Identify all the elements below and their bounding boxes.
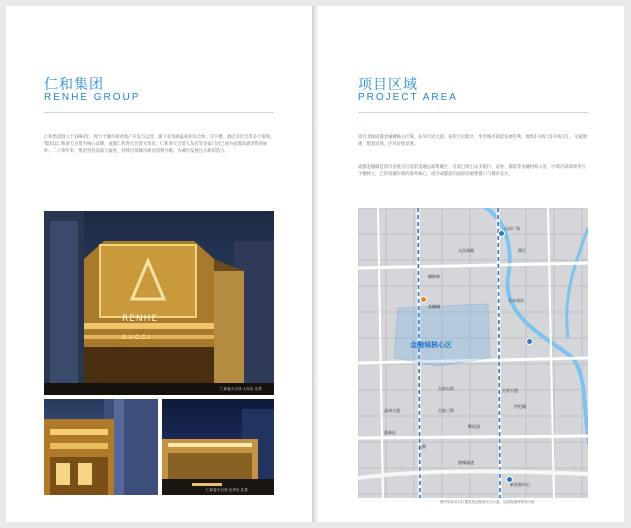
right-title-cn: 项目区域 <box>358 77 418 93</box>
map-label: 世纪城 <box>514 404 526 409</box>
main-photo-caption: 仁和春天百货·人东店 实景 <box>220 387 262 391</box>
left-page <box>6 6 314 522</box>
map-label: 桐梓林 <box>428 274 440 279</box>
right-paragraph-1: 项目北接成都金融城核心区域，东邻天府大道，南望天府新区，坐享城市南延发展红利，地铁1号线与5号线交汇，交通便捷，配套成熟，区位价值显著。 <box>358 135 587 148</box>
renhe-store-photo-left <box>44 399 158 495</box>
renhe-sign-text: RENHE <box>122 314 159 324</box>
map-footnote: 图中所标项目位置及周边配套仅为示意，以政府最终规划为准 <box>440 500 535 504</box>
map-label: 天府广场 <box>504 226 520 231</box>
right-title-rule <box>358 112 588 113</box>
map-label: 锦江 <box>518 248 526 253</box>
right-title-en: PROJECT AREA <box>358 92 458 103</box>
gucci-sign-text: GUCCI <box>122 335 152 341</box>
right-photo-caption: 仁和春天百货·光华店 实景 <box>206 488 248 492</box>
map-label: 新会展中心 <box>510 482 530 487</box>
map-label: 人民南路 <box>458 248 474 253</box>
map-label: 绕城高速 <box>458 460 474 465</box>
left-title-en: RENHE GROUP <box>44 92 141 103</box>
renhe-building-illustration <box>44 211 274 395</box>
store-right-illustration <box>162 399 274 495</box>
map-marker <box>526 338 533 345</box>
left-intro-paragraph: 仁和集团创立于1993年，致力于城市商业地产开发与运营，旗下业务涵盖商业综合体、写字楼、酒店及住宅等多个领域。集团以仁和春天百货为核心品牌，成都仁和春天百货光华店、仁和春天百货人东店等多家门店已成为成都高端零售的标杆。二十余年来，集团坚持品质与服务，持续引领城市商业消费升级，为城市发展注入新的活力。 <box>44 135 275 155</box>
map-label: 火车南站 <box>508 298 524 303</box>
store-left-illustration <box>44 399 158 495</box>
map-label: 益州大道 <box>384 408 400 413</box>
right-page <box>318 6 624 522</box>
map-label: 天府五街 <box>438 386 454 391</box>
project-area-map <box>358 208 588 498</box>
map-label: 天府大道 <box>502 388 518 393</box>
left-title-cn: 仁和集团 <box>44 77 104 93</box>
left-title-rule <box>44 112 274 113</box>
renhe-store-photo-right <box>162 399 274 495</box>
map-label: 高新区 <box>384 430 396 435</box>
map-label: 金融城 <box>428 304 440 309</box>
right-paragraph-2: 成都金融城是四川省重点打造的金融总部集聚区，目前已吸引众多银行、证券、保险等金融机构入驻，区域内高端商务写字楼林立，已形成城市新的商务核心，成为成都面向国际的重要窗口与城市名片。 <box>358 165 586 178</box>
map-label: 孵化园 <box>468 424 480 429</box>
renhe-building-photo <box>44 211 274 395</box>
map-project-marker <box>420 296 427 303</box>
map-label: 天府三街 <box>438 408 454 413</box>
map-label: 大源 <box>418 444 426 449</box>
map-core-zone-label: 金融城核心区 <box>410 341 452 349</box>
